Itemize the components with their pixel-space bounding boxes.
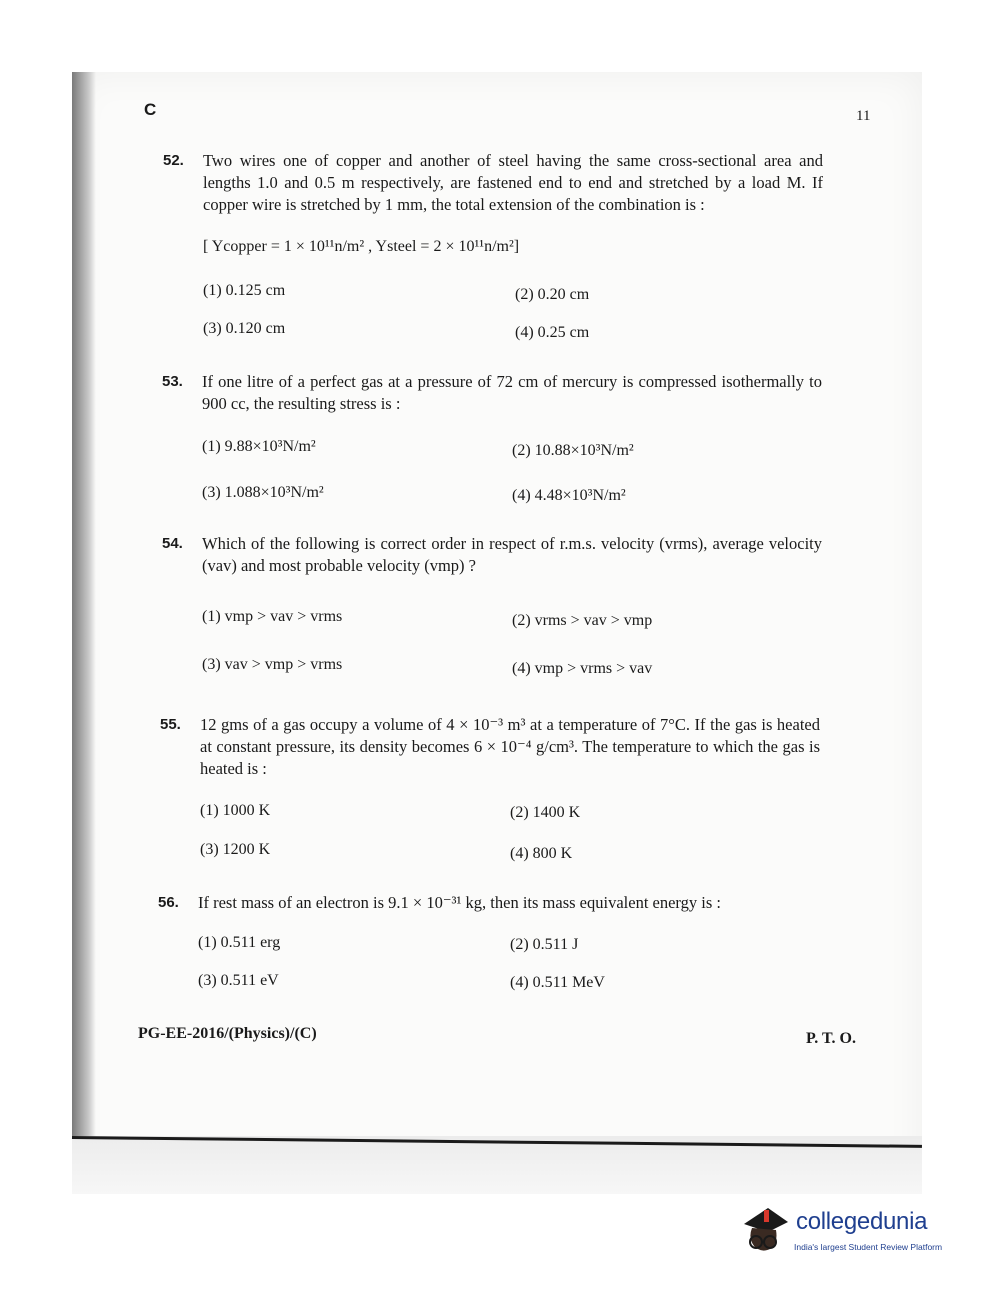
series-letter: C [144,100,157,119]
question-number: 53. [162,373,183,390]
collegedunia-logo [738,1200,968,1260]
question-text: 12 gms of a gas occupy a volume of 4 × 10⁻³ m³ at a temperature of 7°C. If the gas is heated at constant pressure, its density becomes 6 × 10⁻⁴ g/cm³. The temperature to which the gas is heated is : [200,715,820,778]
option-2: (2) 0.511 J [510,936,579,953]
option-4: (4) 0.25 cm [515,324,590,341]
question-text: If rest mass of an electron is 9.1 × 10⁻³¹ kg, then its mass equivalent energy is : [198,893,721,912]
scan-left-edge [72,72,96,1194]
option-1: (1) 1000 K [200,802,271,819]
logo-tagline: India's largest Student Review Platform [794,1242,943,1252]
question-53 [162,371,862,511]
question-text: Which of the following is correct order in respect of r.m.s. velocity (vrms), average velocity (vav) and most probable velocity (vmp) ? [202,534,822,575]
question-text: Two wires one of copper and another of steel having the same cross-sectional area and lengths 1.0 and 0.5 m respectively, are fastened end to end and stretched by a load M. If copper wire is stretched by 1 mm, the total extension of the combination is : [203,151,823,214]
option-2: (2) 10.88×10³N/m² [512,442,634,459]
option-4: (4) vmp > vrms > vav [512,660,653,677]
question-54 [162,533,862,693]
option-4: (4) 4.48×10³N/m² [512,487,626,504]
question-55 [160,714,860,874]
footer-pto: P. T. O. [806,1030,856,1047]
logo-wordmark: collegedunia [796,1208,928,1235]
option-1: (1) 0.125 cm [203,282,286,299]
given-constants: [ Ycopper = 1 × 10¹¹n/m² , Ysteel = 2 × 10¹¹n/m²] [203,238,520,255]
option-2: (2) 0.20 cm [515,286,590,303]
question-number: 55. [160,716,181,733]
option-3: (3) vav > vmp > vrms [202,656,343,673]
option-1: (1) 0.511 erg [198,934,281,951]
student-mascot-icon [738,1202,794,1258]
option-2: (2) 1400 K [510,804,581,821]
question-52 [163,150,863,350]
question-number: 52. [163,152,184,169]
option-4: (4) 0.511 MeV [510,974,605,991]
question-text: If one litre of a perfect gas at a pressure of 72 cm of mercury is compressed isothermally to 900 cc, the resulting stress is : [202,372,822,413]
option-3: (3) 0.511 eV [198,972,279,989]
option-1: (1) vmp > vav > vrms [202,608,343,625]
question-number: 56. [158,894,179,911]
option-2: (2) vrms > vav > vmp [512,612,653,629]
option-3: (3) 1200 K [200,841,271,858]
question-56 [158,892,858,1002]
page-number: 11 [856,108,871,124]
option-3: (3) 1.088×10³N/m² [202,484,324,501]
option-1: (1) 9.88×10³N/m² [202,438,316,455]
question-number: 54. [162,535,183,552]
footer-paper-code: PG-EE-2016/(Physics)/(C) [138,1025,317,1042]
option-4: (4) 800 K [510,845,573,862]
option-3: (3) 0.120 cm [203,320,286,337]
